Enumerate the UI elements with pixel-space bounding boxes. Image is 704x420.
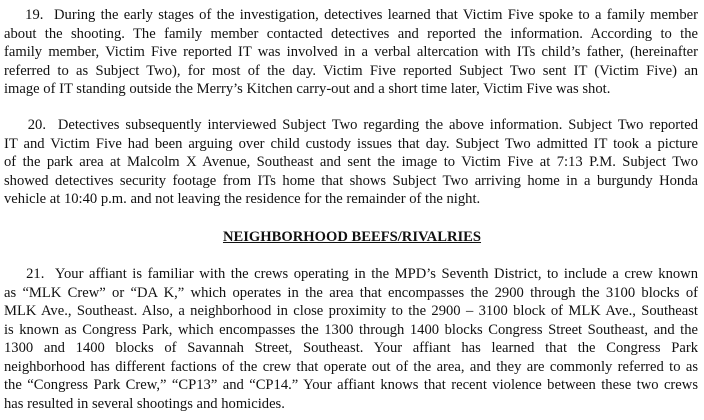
paragraph-line: 20. Detectives subsequently interviewed Subject Two regarding the above information. Subject Two reported	[4, 117, 698, 133]
paragraph-line: family member, Victim Five reported IT was involved in a verbal altercation with ITs child’s father, (hereinafter	[4, 44, 698, 60]
paragraph-line: 19. During the early stages of the investigation, detectives learned that Victim Five spoke to a family member	[4, 7, 698, 23]
paragraph-line: 1300 and 1400 blocks of Savannah Street, Southeast. Your affiant has learned that the Congress Park	[4, 340, 698, 356]
paragraph-line: of the park area at Malcolm X Avenue, Southeast and sent the image to Victim Five at 7:13 P.M. Subject Two	[4, 154, 698, 170]
paragraph-line: is known as Congress Park, which encompasses the 1300 through 1400 blocks Congress Street Southeast, and the	[4, 321, 698, 338]
paragraph-line: as “MLK Crew” or “DA K,” which operates in the area that encompasses the 2900 through the 3100 blocks of	[4, 284, 698, 301]
paragraph-line: the “Congress Park Crew,” “CP13” and “CP14.” Your affiant knows that recent violence between these two crews	[4, 377, 698, 393]
paragraph-line: showed detectives security footage from ITs home that shows Subject Two arriving home in a burgundy Honda	[4, 172, 698, 189]
paragraph-line: IT and Victim Five had been arguing over child custody issues that day. Subject Two admitted IT took a picture	[4, 135, 698, 152]
paragraph-line: referred to as Subject Two), for most of the day. Victim Five reported Subject Two sent IT (Victim Five) an	[4, 62, 698, 79]
paragraph-line: MLK Ave., Southeast. Also, a neighborhood in close proximity to the 2900 – 3100 block of MLK Ave., Southeast	[4, 303, 698, 319]
section-heading: NEIGHBORHOOD BEEFS/RIVALRIES	[222, 229, 482, 245]
paragraph-line: vehicle at 10:40 p.m. and not leaving the residence for the remainder of the night.	[4, 191, 481, 207]
paragraph-line: has resulted in several shootings and homicides.	[4, 395, 285, 412]
paragraph-21	[4, 265, 698, 413]
paragraph-19	[4, 6, 698, 99]
paragraph-line: image of IT standing outside the Merry’s Kitchen carry-out and a short time later, Victim Five was shot.	[4, 81, 611, 97]
paragraph-line: 21. Your affiant is familiar with the crews operating in the MPD’s Seventh District, to include a crew known	[4, 266, 698, 282]
paragraph-line: neighborhood has different factions of the crew that operate out of the area, and they are commonly referred to as	[4, 358, 698, 375]
paragraph-line: about the shooting. The family member contacted detectives and reported the information. According to the	[4, 25, 698, 42]
paragraph-20	[4, 116, 698, 209]
